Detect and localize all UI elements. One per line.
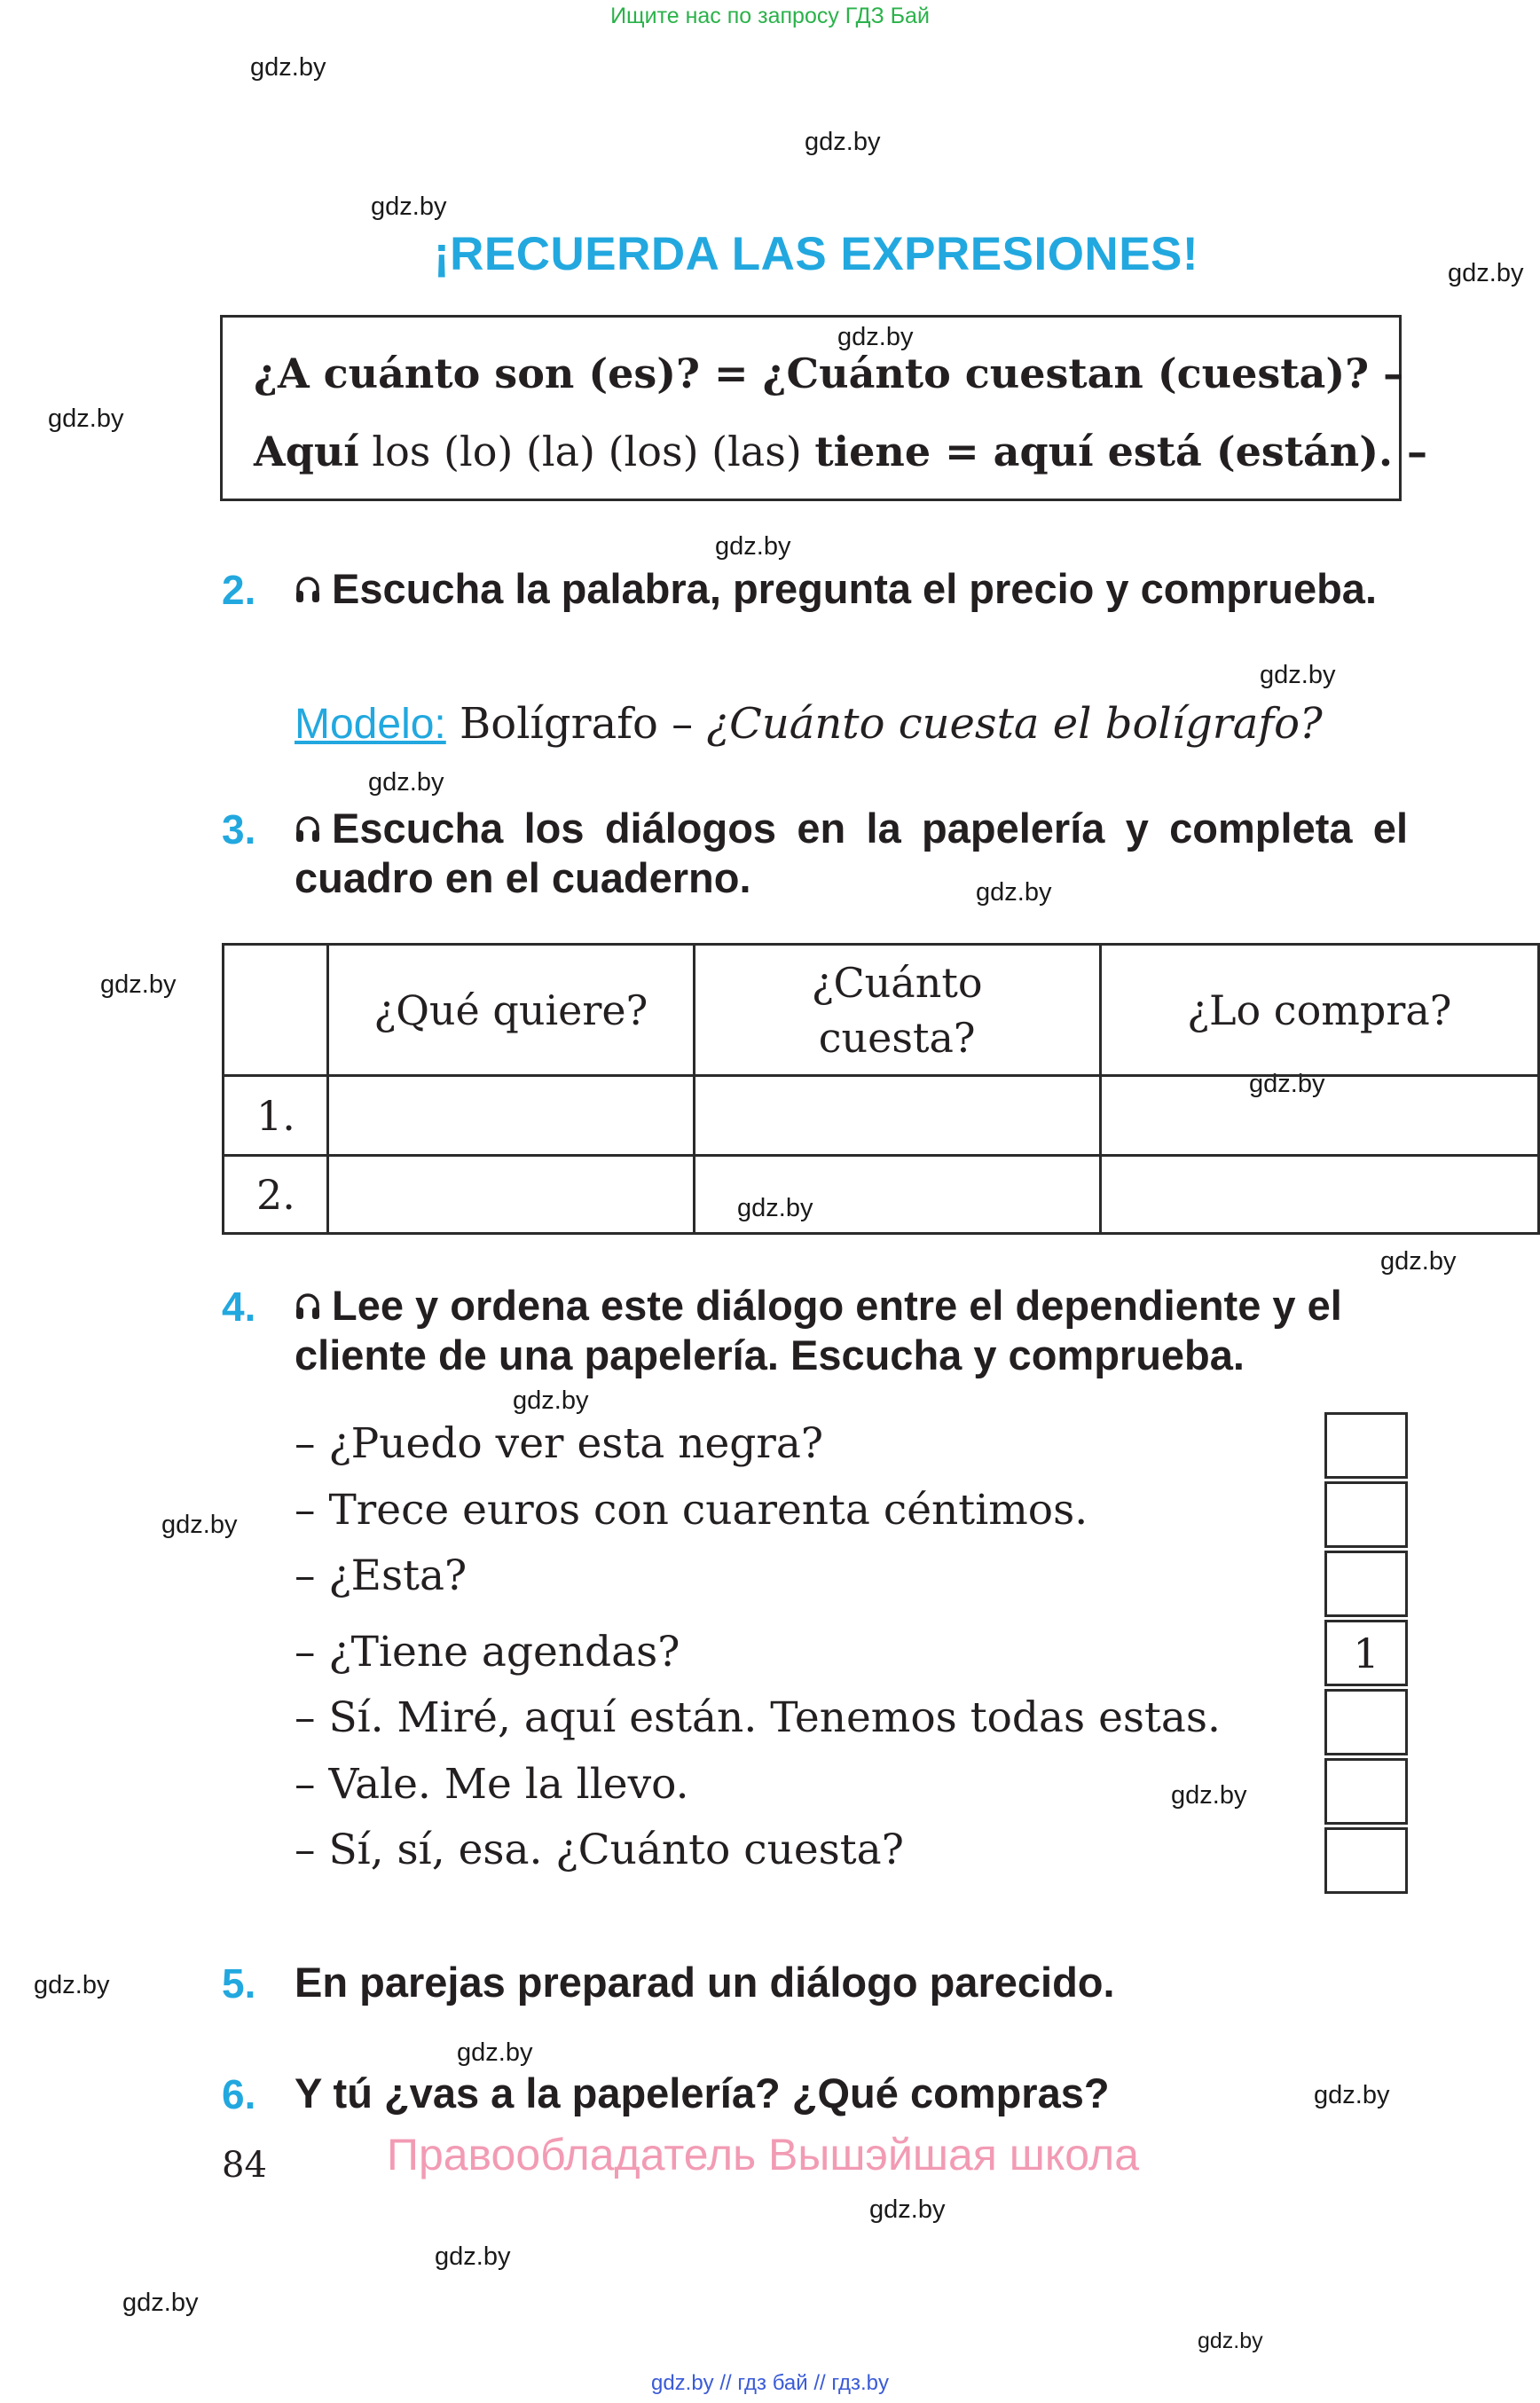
row-number: 2. [224, 1156, 328, 1234]
dialogue-line: – ¿Esta? [295, 1551, 468, 1600]
headphones-icon [295, 575, 321, 605]
exercise-6-instruction: Y tú ¿vas a la papelería? ¿Qué compras? [295, 2069, 1110, 2116]
watermark: gdz.by [48, 404, 124, 433]
watermark: gdz.by [161, 1511, 238, 1539]
dialogue-line: – ¿Puedo ver esta negra? [295, 1419, 824, 1468]
expression-word-aqui: Aquí [254, 428, 359, 475]
watermark: gdz.by [122, 2289, 199, 2317]
table-cell[interactable] [1100, 1076, 1538, 1156]
table-cell[interactable] [328, 1156, 695, 1234]
table-row [224, 1156, 1539, 1234]
answer-table [222, 943, 1540, 1235]
dialogue-line: – ¿Tiene agendas? [295, 1628, 680, 1677]
table-cell[interactable] [1100, 1156, 1538, 1234]
order-box[interactable] [1324, 1689, 1408, 1755]
exercise-number: 5. [222, 1960, 256, 2006]
page-title: ¡RECUERDA LAS EXPRESIONES! [433, 228, 1199, 280]
watermark: gdz.by [368, 768, 444, 797]
footer-links[interactable]: gdz.by // гдз бай // гдз.by [650, 2371, 890, 2395]
table-header: ¿Qué quiere? [328, 945, 695, 1076]
watermark: gdz.by [1314, 2081, 1390, 2109]
watermark: gdz.by [715, 532, 791, 561]
order-box[interactable] [1324, 1551, 1408, 1617]
watermark: gdz.by [869, 2195, 946, 2224]
exercise-number: 6. [222, 2071, 256, 2117]
headphones-icon [295, 1292, 321, 1322]
exercise-3-instruction: Escucha los diálogos en la papelería y completa el cuadro en el cuaderno. [295, 805, 1408, 901]
row-number: 1. [224, 1076, 328, 1156]
watermark: gdz.by [837, 323, 914, 351]
copyright-owner: Правообладатель Вышэйшая школа [387, 2130, 1139, 2179]
table-row [224, 1076, 1539, 1156]
table-header: ¿Lo compra? [1100, 945, 1538, 1076]
watermark: gdz.by [805, 128, 881, 156]
modelo-question: ¿Cuánto cuesta el bolígrafo? [706, 699, 1323, 749]
watermark: gdz.by [1171, 1781, 1247, 1810]
watermark: gdz.by [1260, 661, 1336, 689]
watermark: gdz.by [513, 1386, 589, 1415]
watermark: gdz.by [34, 1971, 110, 1999]
exercise-5-instruction: En parejas preparad un diálogo parecido. [295, 1959, 1115, 2006]
expression-text: los (lo) (la) (los) (las) [358, 428, 815, 475]
order-box[interactable] [1324, 1481, 1408, 1548]
expression-line-1: ¿A cuánto son (es)? = ¿Cuánto cuestan (cuesta)? – [254, 349, 1404, 397]
order-box[interactable] [1324, 1412, 1408, 1479]
table-corner-cell [224, 945, 328, 1076]
dialogue-line: – Sí. Miré, aquí están. Tenemos todas estas. [295, 1693, 1221, 1742]
exercise-4-instruction: Lee y ordena este diálogo entre el dependiente y el cliente de una papelería. Escucha y comprueba. [295, 1282, 1342, 1378]
exercise-number: 2. [222, 567, 256, 613]
watermark: gdz.by [976, 878, 1052, 907]
table-cell[interactable] [694, 1156, 1100, 1234]
modelo-line [295, 699, 1323, 749]
order-box[interactable] [1324, 1827, 1408, 1894]
modelo-label: Modelo: [295, 701, 446, 748]
top-banner[interactable]: Ищите нас по запросу ГДЗ Бай [610, 4, 930, 28]
table-header: ¿Cuánto cuesta? [694, 945, 1100, 1076]
watermark: gdz.by [250, 53, 326, 82]
watermark: gdz.by [737, 1194, 813, 1222]
table-cell[interactable] [328, 1076, 695, 1156]
watermark: gdz.by [457, 2038, 533, 2067]
exercise-number: 4. [222, 1284, 256, 1330]
watermark: gdz.by [435, 2242, 511, 2271]
headphones-icon [295, 814, 321, 844]
exercise-2-instruction: Escucha la palabra, pregunta el precio y comprueba. [295, 564, 1408, 614]
order-box[interactable] [1324, 1758, 1408, 1825]
watermark: gdz.by [100, 970, 177, 999]
dialogue-line: – Trece euros con cuarenta céntimos. [295, 1486, 1088, 1535]
watermark: gdz.by [1198, 2328, 1263, 2353]
expression-word-tiene: tiene [814, 428, 931, 475]
order-box[interactable]: 1 [1324, 1620, 1408, 1686]
table-cell[interactable] [694, 1076, 1100, 1156]
dialogue-line: – Sí, sí, esa. ¿Cuánto cuesta? [295, 1826, 904, 1874]
watermark: gdz.by [371, 192, 447, 221]
exercise-number: 3. [222, 806, 256, 852]
dialogue-line: – Vale. Me la llevo. [295, 1760, 689, 1809]
expression-line-2 [254, 428, 1427, 475]
page-number: 84 [222, 2145, 267, 2186]
modelo-word: Bolígrafo – [445, 699, 707, 749]
watermark: gdz.by [1448, 259, 1524, 287]
watermark: gdz.by [1380, 1247, 1457, 1276]
watermark: gdz.by [1249, 1070, 1325, 1098]
expression-text-end: = aquí está (están). – [931, 428, 1428, 475]
